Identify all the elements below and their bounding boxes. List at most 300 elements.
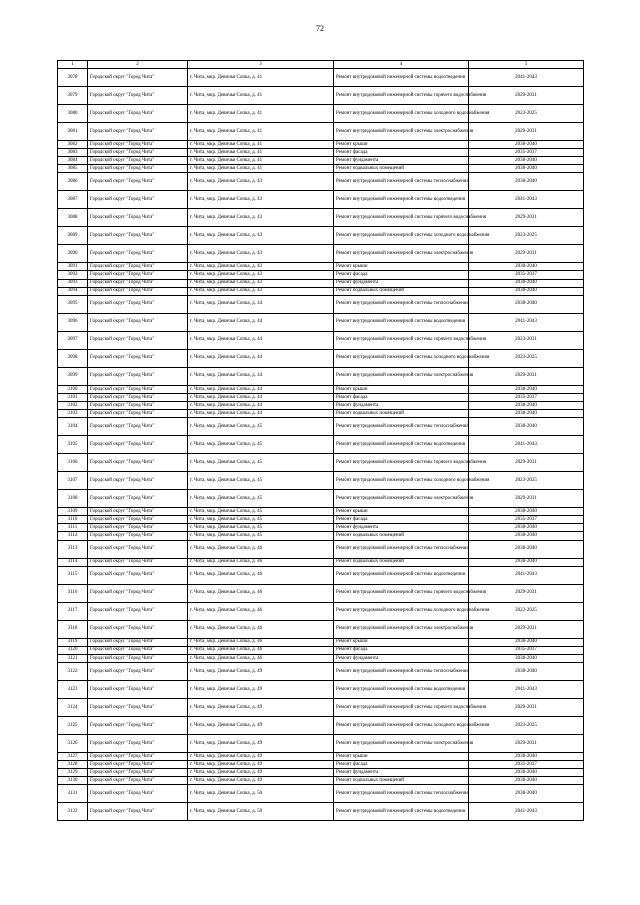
municipality-cell: Городской округ "Город Чита" xyxy=(88,385,188,393)
work-type-cell: Ремонт подвальных помещений xyxy=(334,777,469,785)
municipality-cell: Городской округ "Город Чита" xyxy=(88,654,188,662)
row-number-cell: 3117 xyxy=(58,602,88,620)
address-cell: г. Чита, мкр. Девичья Сопка, д. 41 xyxy=(188,123,334,141)
header-cell-1: 1 xyxy=(58,61,88,69)
municipality-cell: Городской округ "Город Чита" xyxy=(88,508,188,516)
table-row xyxy=(58,777,584,785)
table-row xyxy=(58,245,584,263)
table-row xyxy=(58,508,584,516)
period-cell: 2038-2040 xyxy=(469,401,584,409)
row-number-cell: 3094 xyxy=(58,287,88,295)
period-cell: 2023-2025 xyxy=(469,349,584,367)
address-cell: г. Чита, мкр. Девичья Сопка, д. 43 xyxy=(188,191,334,209)
row-number-cell: 3079 xyxy=(58,87,88,105)
period-cell: 2041-2043 xyxy=(469,803,584,821)
table-row xyxy=(58,654,584,662)
period-cell: 2038-2040 xyxy=(469,540,584,558)
municipality-cell: Городской округ "Город Чита" xyxy=(88,454,188,472)
work-type-cell: Ремонт фасада xyxy=(334,516,469,524)
row-number-cell: 3083 xyxy=(58,149,88,157)
municipality-cell: Городской округ "Город Чита" xyxy=(88,165,188,173)
table-row xyxy=(58,367,584,385)
period-cell: 2038-2040 xyxy=(469,785,584,803)
address-cell: г. Чита, мкр. Девичья Сопка, д. 49 xyxy=(188,716,334,734)
table-row xyxy=(58,532,584,540)
municipality-cell: Городской округ "Город Чита" xyxy=(88,69,188,87)
municipality-cell: Городской округ "Город Чита" xyxy=(88,393,188,401)
work-type-cell: Ремонт фасада xyxy=(334,646,469,654)
period-cell: 2035-2037 xyxy=(469,149,584,157)
municipality-cell: Городской округ "Город Чита" xyxy=(88,698,188,716)
table-row xyxy=(58,638,584,646)
row-number-cell: 3111 xyxy=(58,524,88,532)
row-number-cell: 3126 xyxy=(58,734,88,752)
period-cell: 2038-2040 xyxy=(469,157,584,165)
municipality-cell: Городской округ "Город Чита" xyxy=(88,662,188,680)
row-number-cell: 3078 xyxy=(58,69,88,87)
table-row xyxy=(58,662,584,680)
work-type-cell: Ремонт фундамента xyxy=(334,157,469,165)
municipality-cell: Городской округ "Город Чита" xyxy=(88,367,188,385)
address-cell: г. Чита, мкр. Девичья Сопка, д. 43 xyxy=(188,279,334,287)
work-type-cell: Ремонт внутридомовой инженерной системы горячего водоснабжения xyxy=(334,454,469,472)
row-number-cell: 3098 xyxy=(58,349,88,367)
municipality-cell: Городской округ "Город Чита" xyxy=(88,490,188,508)
municipality-cell: Городской округ "Город Чита" xyxy=(88,295,188,313)
period-cell: 2023-2031 xyxy=(469,331,584,349)
work-type-cell: Ремонт внутридомовой инженерной системы электроснабжения xyxy=(334,490,469,508)
table-row xyxy=(58,490,584,508)
row-number-cell: 3120 xyxy=(58,646,88,654)
work-type-cell: Ремонт фасада xyxy=(334,760,469,768)
address-cell: г. Чита, мкр. Девичья Сопка, д. 41 xyxy=(188,105,334,123)
period-cell: 2029-2031 xyxy=(469,245,584,263)
table-row xyxy=(58,752,584,760)
period-cell: 2029-2031 xyxy=(469,367,584,385)
period-cell: 2038-2040 xyxy=(469,279,584,287)
table-body xyxy=(58,69,584,821)
work-type-cell: Ремонт внутридомовой инженерной системы электроснабжения xyxy=(334,123,469,141)
work-type-cell: Ремонт фундамента xyxy=(334,279,469,287)
row-number-cell: 3116 xyxy=(58,584,88,602)
address-cell: г. Чита, мкр. Девичья Сопка, д. 45 xyxy=(188,436,334,454)
address-cell: г. Чита, мкр. Девичья Сопка, д. 46 xyxy=(188,584,334,602)
table-row xyxy=(58,472,584,490)
work-type-cell: Ремонт подвальных помещений xyxy=(334,287,469,295)
address-cell: г. Чита, мкр. Девичья Сопка, д. 45 xyxy=(188,508,334,516)
address-cell: г. Чита, мкр. Девичья Сопка, д. 44 xyxy=(188,313,334,331)
address-cell: г. Чита, мкр. Девичья Сопка, д. 45 xyxy=(188,454,334,472)
address-cell: г. Чита, мкр. Девичья Сопка, д. 49 xyxy=(188,680,334,698)
table-row xyxy=(58,524,584,532)
period-cell: 2038-2040 xyxy=(469,141,584,149)
row-number-cell: 3119 xyxy=(58,638,88,646)
work-type-cell: Ремонт внутридомовой инженерной системы горячего водоснабжения xyxy=(334,584,469,602)
municipality-cell: Городской округ "Город Чита" xyxy=(88,227,188,245)
row-number-cell: 3131 xyxy=(58,785,88,803)
work-type-cell: Ремонт внутридомовой инженерной системы холодного водоснабжения xyxy=(334,227,469,245)
municipality-cell: Городской округ "Город Чита" xyxy=(88,760,188,768)
municipality-cell: Городской округ "Город Чита" xyxy=(88,245,188,263)
period-cell: 2035-2037 xyxy=(469,760,584,768)
period-cell: 2029-2031 xyxy=(469,454,584,472)
row-number-cell: 3130 xyxy=(58,777,88,785)
period-cell: 2038-2040 xyxy=(469,777,584,785)
row-number-cell: 3092 xyxy=(58,271,88,279)
table-row xyxy=(58,349,584,367)
row-number-cell: 3109 xyxy=(58,508,88,516)
work-type-cell: Ремонт внутридомовой инженерной системы холодного водоснабжения xyxy=(334,716,469,734)
row-number-cell: 3099 xyxy=(58,367,88,385)
period-cell: 2041-2043 xyxy=(469,191,584,209)
period-cell: 2023-2025 xyxy=(469,227,584,245)
municipality-cell: Городской округ "Город Чита" xyxy=(88,785,188,803)
period-cell: 2029-2031 xyxy=(469,87,584,105)
address-cell: г. Чита, мкр. Девичья Сопка, д. 44 xyxy=(188,401,334,409)
period-cell: 2035-2037 xyxy=(469,646,584,654)
address-cell: г. Чита, мкр. Девичья Сопка, д. 41 xyxy=(188,149,334,157)
row-number-cell: 3122 xyxy=(58,662,88,680)
table-row xyxy=(58,393,584,401)
period-cell: 2029-2031 xyxy=(469,490,584,508)
period-cell: 2038-2040 xyxy=(469,295,584,313)
period-cell: 2038-2040 xyxy=(469,287,584,295)
table-row xyxy=(58,141,584,149)
work-type-cell: Ремонт внутридомовой инженерной системы водоотведения xyxy=(334,680,469,698)
municipality-cell: Городской округ "Город Чита" xyxy=(88,532,188,540)
municipality-cell: Городской округ "Город Чита" xyxy=(88,123,188,141)
table-header-row xyxy=(58,61,584,69)
header-cell-3: 3 xyxy=(188,61,334,69)
work-type-cell: Ремонт крыши xyxy=(334,752,469,760)
row-number-cell: 3114 xyxy=(58,558,88,566)
table-row xyxy=(58,734,584,752)
table-row xyxy=(58,785,584,803)
table-row xyxy=(58,69,584,87)
row-number-cell: 3110 xyxy=(58,516,88,524)
row-number-cell: 3086 xyxy=(58,173,88,191)
period-cell: 2023-2025 xyxy=(469,472,584,490)
work-type-cell: Ремонт внутридомовой инженерной системы холодного водоснабжения xyxy=(334,602,469,620)
row-number-cell: 3124 xyxy=(58,698,88,716)
municipality-cell: Городской округ "Город Чита" xyxy=(88,752,188,760)
municipality-cell: Городской округ "Город Чита" xyxy=(88,401,188,409)
work-type-cell: Ремонт подвальных помещений xyxy=(334,165,469,173)
table-row xyxy=(58,620,584,638)
table-row xyxy=(58,769,584,777)
work-type-cell: Ремонт внутридомовой инженерной системы теплоснабжения xyxy=(334,785,469,803)
work-type-cell: Ремонт внутридомовой инженерной системы холодного водоснабжения xyxy=(334,105,469,123)
address-cell: г. Чита, мкр. Девичья Сопка, д. 41 xyxy=(188,87,334,105)
row-number-cell: 3129 xyxy=(58,769,88,777)
row-number-cell: 3115 xyxy=(58,566,88,584)
row-number-cell: 3093 xyxy=(58,279,88,287)
row-number-cell: 3082 xyxy=(58,141,88,149)
period-cell: 2029-2031 xyxy=(469,209,584,227)
table-row xyxy=(58,165,584,173)
address-cell: г. Чита, мкр. Девичья Сопка, д. 43 xyxy=(188,173,334,191)
table-row xyxy=(58,566,584,584)
period-cell: 2038-2040 xyxy=(469,385,584,393)
municipality-cell: Городской округ "Город Чита" xyxy=(88,263,188,271)
work-type-cell: Ремонт крыши xyxy=(334,638,469,646)
table-row xyxy=(58,191,584,209)
table-row xyxy=(58,680,584,698)
address-cell: г. Чита, мкр. Девичья Сопка, д. 45 xyxy=(188,490,334,508)
table-row xyxy=(58,602,584,620)
address-cell: г. Чита, мкр. Девичья Сопка, д. 41 xyxy=(188,165,334,173)
municipality-cell: Городской округ "Город Чита" xyxy=(88,279,188,287)
municipality-cell: Городской округ "Город Чита" xyxy=(88,271,188,279)
period-cell: 2038-2040 xyxy=(469,524,584,532)
row-number-cell: 3080 xyxy=(58,105,88,123)
row-number-cell: 3090 xyxy=(58,245,88,263)
municipality-cell: Городской округ "Город Чита" xyxy=(88,646,188,654)
address-cell: г. Чита, мкр. Девичья Сопка, д. 46 xyxy=(188,558,334,566)
period-cell: 2038-2040 xyxy=(469,558,584,566)
municipality-cell: Городской округ "Город Чита" xyxy=(88,524,188,532)
address-cell: г. Чита, мкр. Девичья Сопка, д. 45 xyxy=(188,418,334,436)
row-number-cell: 3125 xyxy=(58,716,88,734)
work-type-cell: Ремонт внутридомовой инженерной системы водоотведения xyxy=(334,803,469,821)
address-cell: г. Чита, мкр. Девичья Сопка, д. 43 xyxy=(188,271,334,279)
address-cell: г. Чита, мкр. Девичья Сопка, д. 44 xyxy=(188,349,334,367)
period-cell: 2038-2040 xyxy=(469,410,584,418)
address-cell: г. Чита, мкр. Девичья Сопка, д. 46 xyxy=(188,638,334,646)
row-number-cell: 3113 xyxy=(58,540,88,558)
municipality-cell: Городской округ "Город Чита" xyxy=(88,418,188,436)
address-cell: г. Чита, мкр. Девичья Сопка, д. 41 xyxy=(188,157,334,165)
row-number-cell: 3085 xyxy=(58,165,88,173)
address-cell: г. Чита, мкр. Девичья Сопка, д. 49 xyxy=(188,777,334,785)
work-type-cell: Ремонт подвальных помещений xyxy=(334,410,469,418)
period-cell: 2041-2043 xyxy=(469,680,584,698)
table-row xyxy=(58,436,584,454)
period-cell: 2029-2031 xyxy=(469,620,584,638)
row-number-cell: 3081 xyxy=(58,123,88,141)
address-cell: г. Чита, мкр. Девичья Сопка, д. 46 xyxy=(188,646,334,654)
period-cell: 2041-2043 xyxy=(469,313,584,331)
work-type-cell: Ремонт подвальных помещений xyxy=(334,558,469,566)
address-cell: г. Чита, мкр. Девичья Сопка, д. 45 xyxy=(188,472,334,490)
municipality-cell: Городской округ "Город Чита" xyxy=(88,558,188,566)
work-type-cell: Ремонт внутридомовой инженерной системы горячего водоснабжения xyxy=(334,698,469,716)
table-row xyxy=(58,123,584,141)
work-type-cell: Ремонт внутридомовой инженерной системы водоотведения xyxy=(334,566,469,584)
period-cell: 2038-2040 xyxy=(469,173,584,191)
table-row xyxy=(58,558,584,566)
table-row xyxy=(58,401,584,409)
table-row xyxy=(58,584,584,602)
period-cell: 2038-2040 xyxy=(469,752,584,760)
municipality-cell: Городской округ "Город Чита" xyxy=(88,566,188,584)
row-number-cell: 3106 xyxy=(58,454,88,472)
work-type-cell: Ремонт крыши xyxy=(334,508,469,516)
address-cell: г. Чита, мкр. Девичья Сопка, д. 44 xyxy=(188,295,334,313)
table-row xyxy=(58,698,584,716)
row-number-cell: 3104 xyxy=(58,418,88,436)
address-cell: г. Чита, мкр. Девичья Сопка, д. 49 xyxy=(188,662,334,680)
period-cell: 2038-2040 xyxy=(469,418,584,436)
address-cell: г. Чита, мкр. Девичья Сопка, д. 44 xyxy=(188,393,334,401)
table-row xyxy=(58,760,584,768)
row-number-cell: 3112 xyxy=(58,532,88,540)
address-cell: г. Чита, мкр. Девичья Сопка, д. 46 xyxy=(188,566,334,584)
table-row xyxy=(58,279,584,287)
row-number-cell: 3105 xyxy=(58,436,88,454)
period-cell: 2041-2043 xyxy=(469,436,584,454)
address-cell: г. Чита, мкр. Девичья Сопка, д. 41 xyxy=(188,69,334,87)
address-cell: г. Чита, мкр. Девичья Сопка, д. 44 xyxy=(188,385,334,393)
period-cell: 2035-2037 xyxy=(469,516,584,524)
period-cell: 2038-2040 xyxy=(469,769,584,777)
municipality-cell: Городской округ "Город Чита" xyxy=(88,777,188,785)
header-cell-5: 5 xyxy=(469,61,584,69)
period-cell: 2038-2040 xyxy=(469,662,584,680)
row-number-cell: 3132 xyxy=(58,803,88,821)
table-row xyxy=(58,87,584,105)
period-cell: 2035-2037 xyxy=(469,271,584,279)
period-cell: 2038-2040 xyxy=(469,165,584,173)
work-type-cell: Ремонт внутридомовой инженерной системы электроснабжения xyxy=(334,245,469,263)
municipality-cell: Городской округ "Город Чита" xyxy=(88,803,188,821)
period-cell: 2038-2040 xyxy=(469,508,584,516)
period-cell: 2023-2025 xyxy=(469,602,584,620)
table-row xyxy=(58,646,584,654)
address-cell: г. Чита, мкр. Девичья Сопка, д. 43 xyxy=(188,209,334,227)
period-cell: 2038-2040 xyxy=(469,654,584,662)
table-row xyxy=(58,516,584,524)
address-cell: г. Чита, мкр. Девичья Сопка, д. 44 xyxy=(188,367,334,385)
address-cell: г. Чита, мкр. Девичья Сопка, д. 43 xyxy=(188,263,334,271)
table-row xyxy=(58,287,584,295)
municipality-cell: Городской округ "Город Чита" xyxy=(88,638,188,646)
municipality-cell: Городской округ "Город Чита" xyxy=(88,472,188,490)
row-number-cell: 3118 xyxy=(58,620,88,638)
table-row xyxy=(58,157,584,165)
address-cell: г. Чита, мкр. Девичья Сопка, д. 45 xyxy=(188,516,334,524)
work-type-cell: Ремонт внутридомовой инженерной системы электроснабжения xyxy=(334,734,469,752)
period-cell: 2023-2025 xyxy=(469,716,584,734)
work-type-cell: Ремонт внутридомовой инженерной системы водоотведения xyxy=(334,69,469,87)
address-cell: г. Чита, мкр. Девичья Сопка, д. 43 xyxy=(188,227,334,245)
address-cell: г. Чита, мкр. Девичья Сопка, д. 46 xyxy=(188,540,334,558)
municipality-cell: Городской округ "Город Чита" xyxy=(88,584,188,602)
table-row xyxy=(58,105,584,123)
row-number-cell: 3103 xyxy=(58,410,88,418)
row-number-cell: 3095 xyxy=(58,295,88,313)
period-cell: 2029-2031 xyxy=(469,584,584,602)
row-number-cell: 3087 xyxy=(58,191,88,209)
work-type-cell: Ремонт внутридомовой инженерной системы теплоснабжения xyxy=(334,662,469,680)
row-number-cell: 3101 xyxy=(58,393,88,401)
work-type-cell: Ремонт внутридомовой инженерной системы теплоснабжения xyxy=(334,540,469,558)
work-type-cell: Ремонт внутридомовой инженерной системы водоотведения xyxy=(334,191,469,209)
work-type-cell: Ремонт внутридомовой инженерной системы электроснабжения xyxy=(334,367,469,385)
work-type-cell: Ремонт внутридомовой инженерной системы холодного водоснабжения xyxy=(334,349,469,367)
address-cell: г. Чита, мкр. Девичья Сопка, д. 50 xyxy=(188,785,334,803)
work-type-cell: Ремонт внутридомовой инженерной системы теплоснабжения xyxy=(334,418,469,436)
table-row xyxy=(58,295,584,313)
address-cell: г. Чита, мкр. Девичья Сопка, д. 50 xyxy=(188,803,334,821)
municipality-cell: Городской округ "Город Чита" xyxy=(88,331,188,349)
period-cell: 2035-2037 xyxy=(469,393,584,401)
address-cell: г. Чита, мкр. Девичья Сопка, д. 44 xyxy=(188,331,334,349)
period-cell: 2041-2043 xyxy=(469,566,584,584)
work-type-cell: Ремонт внутридомовой инженерной системы холодного водоснабжения xyxy=(334,472,469,490)
municipality-cell: Городской округ "Город Чита" xyxy=(88,716,188,734)
row-number-cell: 3088 xyxy=(58,209,88,227)
table-row xyxy=(58,227,584,245)
table-row xyxy=(58,149,584,157)
municipality-cell: Городской округ "Город Чита" xyxy=(88,410,188,418)
work-type-cell: Ремонт фасада xyxy=(334,149,469,157)
period-cell: 2041-2043 xyxy=(469,69,584,87)
municipality-cell: Городской округ "Город Чита" xyxy=(88,149,188,157)
work-type-cell: Ремонт крыши xyxy=(334,141,469,149)
row-number-cell: 3102 xyxy=(58,401,88,409)
work-type-cell: Ремонт крыши xyxy=(334,385,469,393)
table-row xyxy=(58,803,584,821)
table-row xyxy=(58,716,584,734)
work-type-cell: Ремонт фундамента xyxy=(334,524,469,532)
table-row xyxy=(58,173,584,191)
municipality-cell: Городской округ "Город Чита" xyxy=(88,436,188,454)
address-cell: г. Чита, мкр. Девичья Сопка, д. 43 xyxy=(188,245,334,263)
table-row xyxy=(58,263,584,271)
address-cell: г. Чита, мкр. Девичья Сопка, д. 46 xyxy=(188,654,334,662)
address-cell: г. Чита, мкр. Девичья Сопка, д. 45 xyxy=(188,532,334,540)
work-type-cell: Ремонт фасада xyxy=(334,271,469,279)
period-cell: 2038-2040 xyxy=(469,638,584,646)
work-type-cell: Ремонт крыши xyxy=(334,263,469,271)
row-number-cell: 3091 xyxy=(58,263,88,271)
municipality-cell: Городской округ "Город Чита" xyxy=(88,602,188,620)
municipality-cell: Городской округ "Город Чита" xyxy=(88,516,188,524)
municipality-cell: Городской округ "Город Чита" xyxy=(88,540,188,558)
row-number-cell: 3128 xyxy=(58,760,88,768)
work-type-cell: Ремонт внутридомовой инженерной системы водоотведения xyxy=(334,313,469,331)
row-number-cell: 3108 xyxy=(58,490,88,508)
municipality-cell: Городской округ "Город Чита" xyxy=(88,287,188,295)
municipality-cell: Городской округ "Город Чита" xyxy=(88,209,188,227)
row-number-cell: 3100 xyxy=(58,385,88,393)
period-cell: 2029-2031 xyxy=(469,123,584,141)
municipality-cell: Городской округ "Город Чита" xyxy=(88,173,188,191)
table-row xyxy=(58,410,584,418)
table-row xyxy=(58,385,584,393)
table-row xyxy=(58,331,584,349)
period-cell: 2038-2040 xyxy=(469,532,584,540)
address-cell: г. Чита, мкр. Девичья Сопка, д. 49 xyxy=(188,769,334,777)
address-cell: г. Чита, мкр. Девичья Сопка, д. 46 xyxy=(188,602,334,620)
work-type-cell: Ремонт подвальных помещений xyxy=(334,532,469,540)
work-type-cell: Ремонт внутридомовой инженерной системы электроснабжения xyxy=(334,620,469,638)
municipality-cell: Городской округ "Город Чита" xyxy=(88,680,188,698)
municipality-cell: Городской округ "Город Чита" xyxy=(88,734,188,752)
address-cell: г. Чита, мкр. Девичья Сопка, д. 43 xyxy=(188,287,334,295)
table-row xyxy=(58,540,584,558)
page-number: 72 xyxy=(316,24,324,33)
address-cell: г. Чита, мкр. Девичья Сопка, д. 49 xyxy=(188,734,334,752)
municipality-cell: Городской округ "Город Чита" xyxy=(88,620,188,638)
period-cell: 2029-2031 xyxy=(469,734,584,752)
work-type-cell: Ремонт фундамента xyxy=(334,401,469,409)
row-number-cell: 3123 xyxy=(58,680,88,698)
row-number-cell: 3121 xyxy=(58,654,88,662)
period-cell: 2029-2031 xyxy=(469,698,584,716)
table-row xyxy=(58,313,584,331)
